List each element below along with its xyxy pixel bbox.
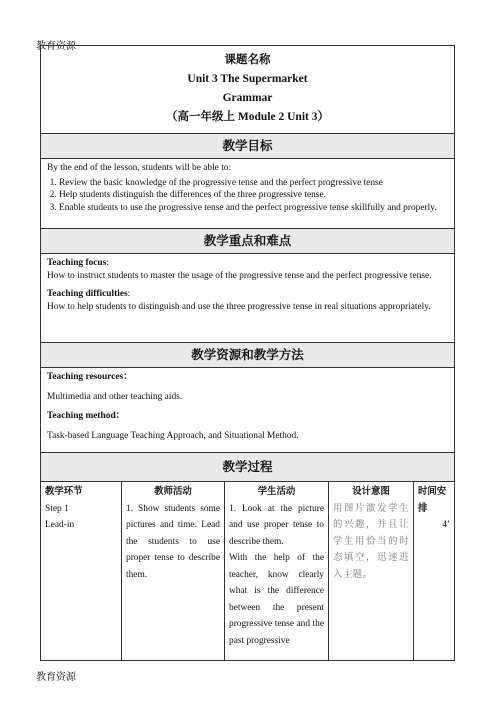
objectives-heading: 教学目标 xyxy=(41,134,455,159)
time-cell xyxy=(414,482,455,661)
column-header-time: 时间安排 xyxy=(418,487,447,514)
unit-title: Unit 3 The Supermarket xyxy=(187,73,308,85)
lesson-plan-table xyxy=(40,45,455,661)
page-footer: 教育资源 xyxy=(36,672,76,683)
teaching-difficulties-text: How to help students to distinguish and use the three progressive tense in real situations appropriately. xyxy=(47,301,431,312)
teaching-difficulties-label: Teaching difficulties xyxy=(47,289,128,299)
column-header-design: 设计意图 xyxy=(352,487,390,497)
teaching-focus-label: Teaching focus xyxy=(47,258,107,268)
teaching-resources-text: Multimedia and other teaching aids. xyxy=(47,391,183,402)
title-label: 课题名称 xyxy=(224,54,271,66)
teaching-focus-colon: : xyxy=(106,258,109,268)
resources-section xyxy=(41,368,455,453)
time-value: 4’ xyxy=(442,520,451,530)
objective-item: 2. Help students distinguish the differences of the three progressive tense. xyxy=(59,189,448,202)
teacher-activity-cell xyxy=(122,482,225,661)
teaching-method-label: Teaching method： xyxy=(47,411,126,421)
objectives-section xyxy=(41,159,455,229)
column-header-student: 学生活动 xyxy=(257,487,296,497)
topic-title: Grammar xyxy=(222,92,273,104)
step-number: Step 1 xyxy=(45,503,69,514)
focus-section xyxy=(41,254,455,343)
student-activity-text-2: With the help of the teacher, know clearly what is the difference between the present progressive tense and the past progressive xyxy=(229,553,324,646)
lesson-plan-document xyxy=(40,45,454,661)
design-intent-text: 用图片激发学生的兴趣，并且让学生用恰当的时态填空，迅速进入主题。 xyxy=(333,503,409,580)
teaching-method-text: Task-based Language Teaching Approach, and Situational Method. xyxy=(47,430,299,441)
student-activity-text-1: 1. Look at the picture and use proper tense to describe them. xyxy=(229,503,324,547)
resources-heading: 教学资源和教学方法 xyxy=(41,343,455,368)
teaching-focus-text: How to instruct students to master the usage of the progressive tense and the perfect progressive tense. xyxy=(47,270,432,281)
student-activity-cell xyxy=(225,482,329,661)
teaching-difficulties-colon: : xyxy=(127,289,131,299)
step-name: Lead-in xyxy=(45,520,75,530)
title-block xyxy=(41,46,455,134)
design-intent-cell xyxy=(329,482,414,661)
teaching-resources-label: Teaching resources： xyxy=(47,372,133,382)
column-header-stage: 教学环节 xyxy=(45,487,83,497)
objective-item: 3. Enable students to use the progressive tense and the perfect progressive tense skillfully and properly. xyxy=(59,202,448,215)
objectives-list xyxy=(47,177,448,215)
teacher-activity-text: 1. Show students some pictures and time. Lead the students to use proper tense to describe them. xyxy=(126,503,220,580)
page-header: 教育资源 xyxy=(36,41,76,52)
process-stage-cell xyxy=(41,482,122,661)
process-heading: 教学过程 xyxy=(41,453,455,482)
column-header-teacher: 教师活动 xyxy=(154,487,192,497)
focus-heading: 教学重点和难点 xyxy=(41,229,455,254)
objective-item: 1. Review the basic knowledge of the progressive tense and the perfect progressive tense xyxy=(59,177,448,190)
objectives-intro: By the end of the lesson, students will be able to: xyxy=(47,163,232,173)
grade-info: （高一年级上 Module 2 Unit 3） xyxy=(166,111,329,123)
